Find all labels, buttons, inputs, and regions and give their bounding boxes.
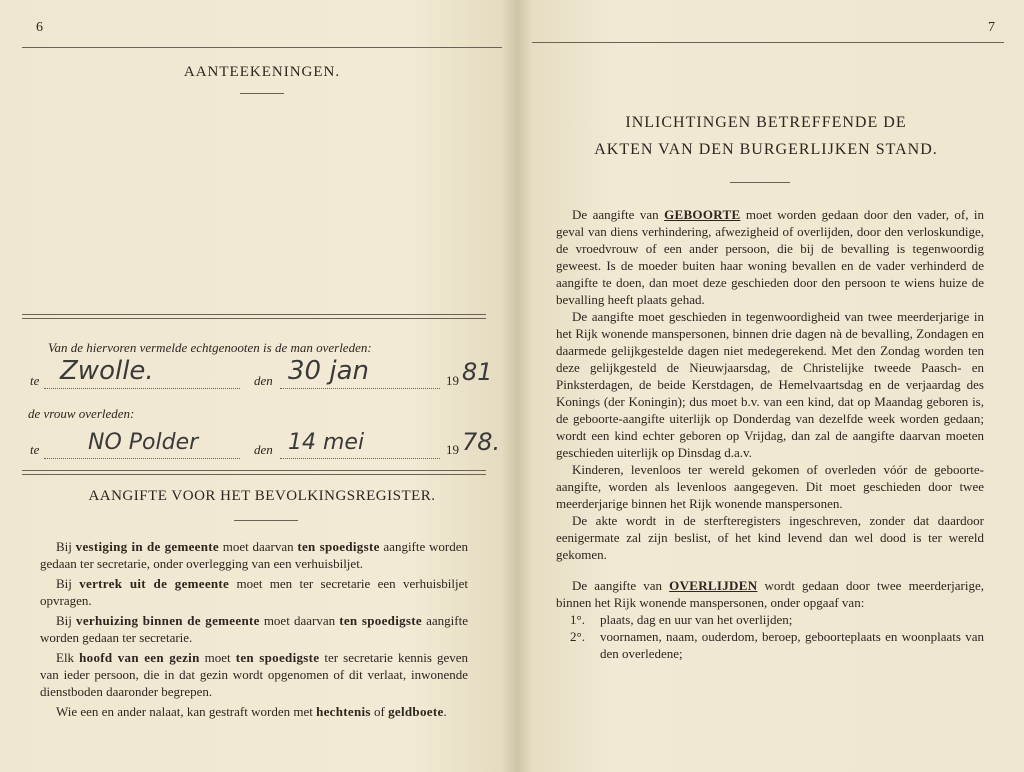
register-paragraph: Bij vestiging in de gemeente moet daarvan ten spoedigste aangifte worden gedaan ter secretarie, onder overlegging van een verhuisbiljet.: [40, 539, 468, 571]
top-rule-left: [22, 47, 502, 48]
man-place-line: [44, 388, 240, 389]
death-paragraph: De aangifte van OVERLIJDEN wordt gedaan door twee meerderjarige, binnen het Rijk wonende manspersonen, onder opgaaf van:: [556, 578, 984, 610]
register-divider: [234, 520, 298, 521]
man-year-prefix: 19: [446, 373, 459, 388]
den-label-man: den: [254, 373, 273, 388]
civil-heading-line2: AKTEN VAN DEN BURGERLIJKEN STAND.: [594, 141, 938, 158]
woman-date-line: [280, 458, 440, 459]
man-date: 30 jan: [288, 356, 369, 386]
death-intro: Van de hiervoren vermelde echtgenooten is de man overleden:: [48, 340, 372, 355]
list-item: 2°. voornamen, naam, ouderdom, beroep, geboorteplaats en woonplaats van den overledene;: [570, 629, 984, 661]
left-page: [0, 0, 508, 772]
te-label-man: te: [30, 373, 40, 388]
register-paragraph: Bij vertrek uit de gemeente moet men ter secretarie een verhuisbiljet opvragen.: [40, 576, 468, 608]
notes-heading: AANTEEKENINGEN.: [183, 64, 341, 80]
civil-text: [556, 206, 984, 662]
list-item: 1°. plaats, dag en uur van het overlijden;: [570, 612, 793, 627]
register-paragraph: Elk hoofd van een gezin moet ten spoedigste ter secretarie kennis geven van ieder persoon, die in dat gezin wordt opgenomen of dit verlaat, inwonende dienstboden daaronder begrepen.: [40, 650, 469, 699]
death-keyword: OVERLIJDEN: [669, 578, 758, 593]
man-date-line: [280, 388, 440, 389]
page-number-right: 7: [988, 20, 995, 35]
te-label-woman: te: [30, 442, 40, 457]
page-number-left: 6: [36, 20, 43, 35]
register-paragraph: Bij verhuizing binnen de gemeente moet daarvan ten spoedigste aangifte worden gedaan ter secretarie.: [40, 613, 468, 645]
register-text: [40, 538, 468, 720]
woman-date: 14 mei: [288, 430, 365, 455]
civil-divider: [730, 182, 790, 183]
woman-place-line: [44, 458, 240, 459]
woman-label: de vrouw overleden:: [28, 406, 135, 421]
birth-paragraph: De aangifte van GEBOORTE moet worden gedaan door den vader, of, in geval van diens verhindering, afwezigheid of overlijden, door den verloskundige, de vroedvrouw of een ander persoon, die bij de bevalling is tegenwoordig geweest. Is de moeder buiten haar woning bevallen en de vader verhinderd de aangifte te doen, dan moet deze geschieden door den persoon te wiens huize de bevalling heeft plaats gehad.: [556, 207, 984, 307]
death-register-paragraph: De akte wordt in de sterfteregisters ingeschreven, zonder dat daardoor eenigermate zal zijn beslist, of het kind levend dan wel dood is ter wereld gekomen.: [556, 513, 984, 562]
woman-year: 78.: [462, 428, 501, 456]
double-rule-bottom: [22, 470, 486, 475]
heading-divider: [240, 93, 284, 94]
woman-year-prefix: 19: [446, 442, 459, 457]
den-label-woman: den: [254, 442, 273, 457]
register-paragraph: Wie een en ander nalaat, kan gestraft worden met hechtenis of geldboete.: [56, 704, 447, 719]
birth-timing-paragraph: De aangifte moet geschieden in tegenwoordigheid van twee meerderjarige in het Rijk wonende manspersonen, binnen drie dagen nà de bevalling, Zondagen en daarmede gelijkgestelde dagen niet medegerekend. Met den Zondag worden ten deze gelijkgesteld de Nieuwjaarsdag, de Christelijke tweede Paasch- en Pinksterdagen, de beide Kerstdagen, de Hemelvaartsdag en de verjaardag des Konings (der Koningin); dus moet b.v. van een kind, dat op Maandag geboren is, de geboorte-aangifte uiterlijk op Donderdag van dezelfde week worden gedaan; wordt een kind echter geboren op Vrijdag, dan zal de aangifte daarvan moeten geschieden uiterlijk op Dinsdag d.a.v.: [556, 309, 984, 460]
right-page: [516, 0, 1024, 772]
civil-heading-line1: INLICHTINGEN BETREFFENDE DE: [625, 114, 907, 131]
woman-place: NO Polder: [88, 430, 199, 455]
register-heading: AANGIFTE VOOR HET BEVOLKINGSREGISTER.: [88, 488, 436, 504]
birth-keyword: GEBOORTE: [664, 207, 741, 222]
man-year: 81: [462, 358, 493, 386]
man-place: Zwolle.: [60, 356, 154, 386]
stillborn-paragraph: Kinderen, levenloos ter wereld gekomen of overleden vóór de geboorte-aangifte, worden als levenloos aangegeven. Dit moet geschieden door twee meerderjarige binnen het Rijk wonende manspersonen.: [556, 462, 984, 511]
double-rule-top: [22, 314, 486, 319]
top-rule-right: [532, 42, 1004, 43]
